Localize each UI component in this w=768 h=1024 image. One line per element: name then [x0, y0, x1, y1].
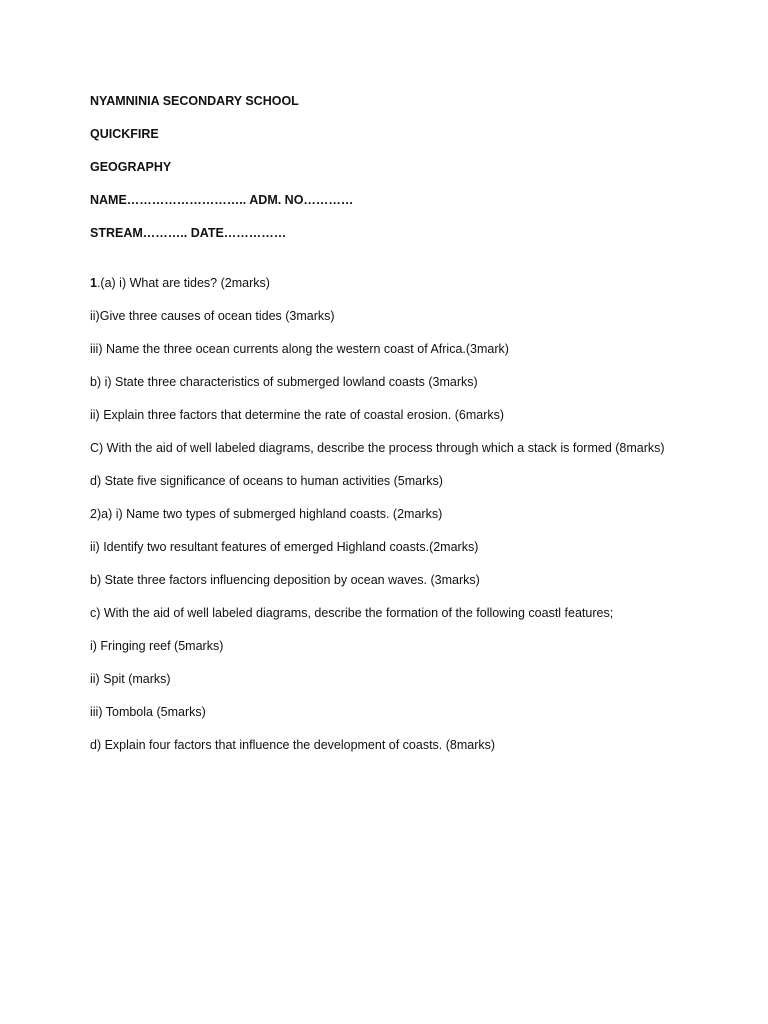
question-1-a-i: [90, 275, 730, 292]
question-2-d: d) Explain four factors that influence the development of coasts. (8marks): [90, 737, 496, 752]
name-adm-line: NAME……………………….. ADM. NO…………: [90, 193, 354, 207]
question-2-a-ii: ii) Identify two resultant features of emerged Highland coasts.(2marks): [90, 539, 479, 554]
question-2-c-iii: iii) Tombola (5marks): [90, 704, 206, 719]
subject-title: GEOGRAPHY: [90, 160, 172, 174]
question-1-a-ii: ii)Give three causes of ocean tides (3marks): [90, 308, 335, 323]
question-2-b: b) State three factors influencing deposition by ocean waves. (3marks): [90, 572, 480, 587]
question-2-c-i: i) Fringing reef (5marks): [90, 638, 224, 653]
question-1-a-i-text: .(a) i) What are tides? (2marks): [96, 275, 270, 290]
question-1-b-ii: ii) Explain three factors that determine the rate of coastal erosion. (6marks): [90, 407, 505, 422]
exam-paper: [90, 93, 730, 770]
question-1-c: C) With the aid of well labeled diagrams, describe the process through which a stack is formed (8marks): [90, 440, 665, 455]
question-1-d: d) State five significance of oceans to human activities (5marks): [90, 473, 443, 488]
question-1-b-i: b) i) State three characteristics of submerged lowland coasts (3marks): [90, 374, 478, 389]
school-name: NYAMNINIA SECONDARY SCHOOL: [90, 94, 299, 108]
question-1-a-iii: iii) Name the three ocean currents along the western coast of Africa.(3mark): [90, 341, 509, 356]
spacer: [90, 258, 730, 275]
question-2-a-i: 2)a) i) Name two types of submerged highland coasts. (2marks): [90, 506, 443, 521]
stream-date-line: STREAM……….. DATE……………: [90, 226, 287, 240]
paper-type: QUICKFIRE: [90, 127, 159, 141]
question-1-number: 1: [90, 275, 97, 290]
question-2-c: c) With the aid of well labeled diagrams, describe the formation of the following coastl features;: [90, 605, 614, 620]
question-2-c-ii: ii) Spit (marks): [90, 671, 171, 686]
